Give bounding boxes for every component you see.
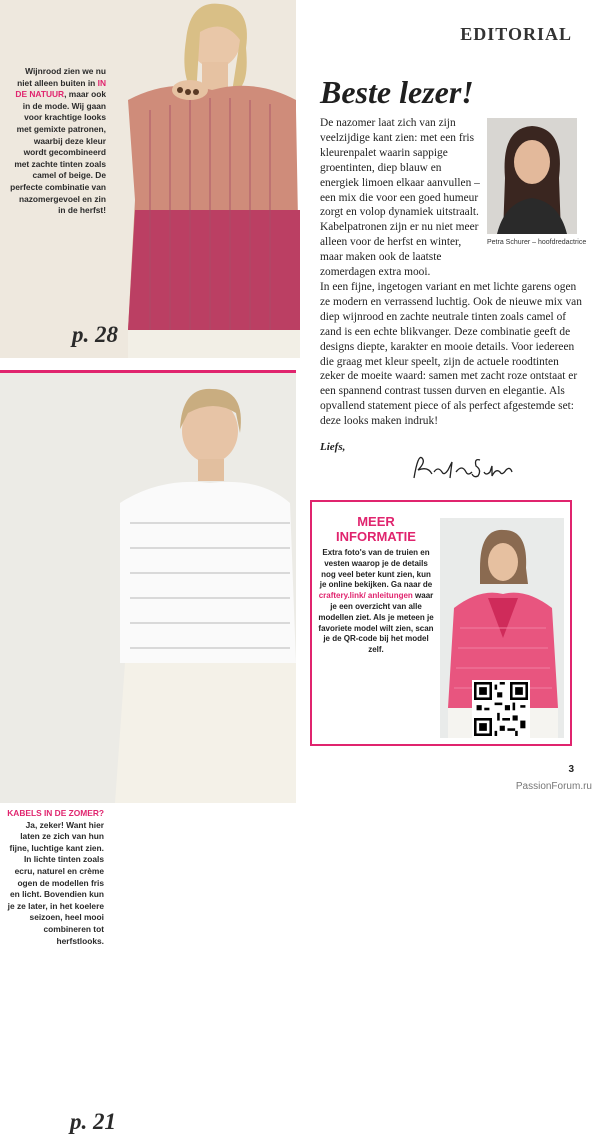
main-paragraph: In een fijne, ingetogen variant en met lichte garens ogen ze modern en verrassend luchtig. Ook de nieuwe mix van diep wijnrood en zachte neutrale tinten zoals camel of zand is een echte blikvanger. Deze combinatie geeft de designs diepte, karakter en mooie details. Voor iedereen die graag met kleur speelt, zijn de actuele roodtinten zeker de moeite waard: samen met zacht roze ontstaat er een spannend contrast tussen durven en elegantie. Als opvallend statement piece of als perfect afgestemde set: deze looks maken indruk!: [320, 281, 582, 428]
feature-panel-bottom: [0, 370, 296, 1134]
panel-top-caption: [10, 66, 106, 217]
editor-portrait: [487, 118, 577, 234]
model-illustration-2: [0, 373, 296, 803]
feature-panel-top: [0, 0, 296, 358]
editor-caption: Petra Schurer – hoofdredactrice: [487, 239, 587, 246]
watermark: PassionForum.ru: [515, 781, 592, 792]
page-number: 3: [568, 764, 574, 775]
caption-text-2: Ja, zeker! Want hier laten ze zich van hun fijne, luchtige kant zien. In lichte tinten zoals ecru, naturel en crème ogen de modellen fris en licht. Bovendien kun je ze later, in het koelere seizoen, heel mooi combineren tot herfstlooks.: [7, 819, 104, 946]
info-text-rest: waar je een overzicht van alle modellen ziet. Als je meteen je favoriete model wilt zien, scan je de QR-code bij het model zelf.: [318, 591, 434, 655]
info-box-title: MEER INFORMATIE: [336, 514, 416, 544]
page-title: Beste lezer!: [320, 74, 474, 110]
editor-photo: [487, 118, 577, 234]
page-reference-21[interactable]: p. 21: [70, 1109, 116, 1134]
section-label: EDITORIAL: [460, 24, 572, 44]
panel-bottom-caption: [6, 808, 104, 947]
info-box: [310, 500, 572, 746]
info-link[interactable]: craftery.link/ anleitungen: [318, 591, 413, 601]
info-box-text: [318, 548, 434, 656]
intro-paragraph: De nazomer laat zich van zijn veelzijdige kant zien: met een fris kleurenpalet waarin sappige groentinten, diep blauw en energiek limoen elkaar aanvullen – een mix die voor een goed humeur zorgt en volop dynamiek uitstraalt. Kabelpatronen zijn er nu niet meer alleen voor de herfst en winter, maar maken ook de laatste zomerdagen extra mooi.: [320, 117, 480, 279]
info-text-part: Extra foto's van de truien en vesten waarop je de details nog veel beter kunt zien, kun je online bekijken. Ga naar de: [319, 548, 433, 590]
caption-text: Wijnrood zien we nu niet alleen buiten in: [17, 66, 106, 88]
page-reference-28[interactable]: p. 28: [72, 322, 118, 347]
signature-image: [408, 448, 528, 488]
caption-text-rest: , maar ook in de mode. Wij gaan voor krachtige looks met gemixte patronen, waarbij deze kleur wordt gecombineerd met zachte tinten zoals camel of beige. De perfecte combinatie van nazomergevoel en zin in de herfst!: [10, 89, 106, 216]
caption-highlight: IN DE NATUUR: [15, 77, 106, 100]
caption-highlight-2: KABELS IN DE ZOMER?: [7, 808, 104, 818]
model-photo-white-top: [0, 373, 293, 800]
qr-code[interactable]: [472, 680, 530, 738]
signoff: Liefs,: [320, 441, 346, 453]
